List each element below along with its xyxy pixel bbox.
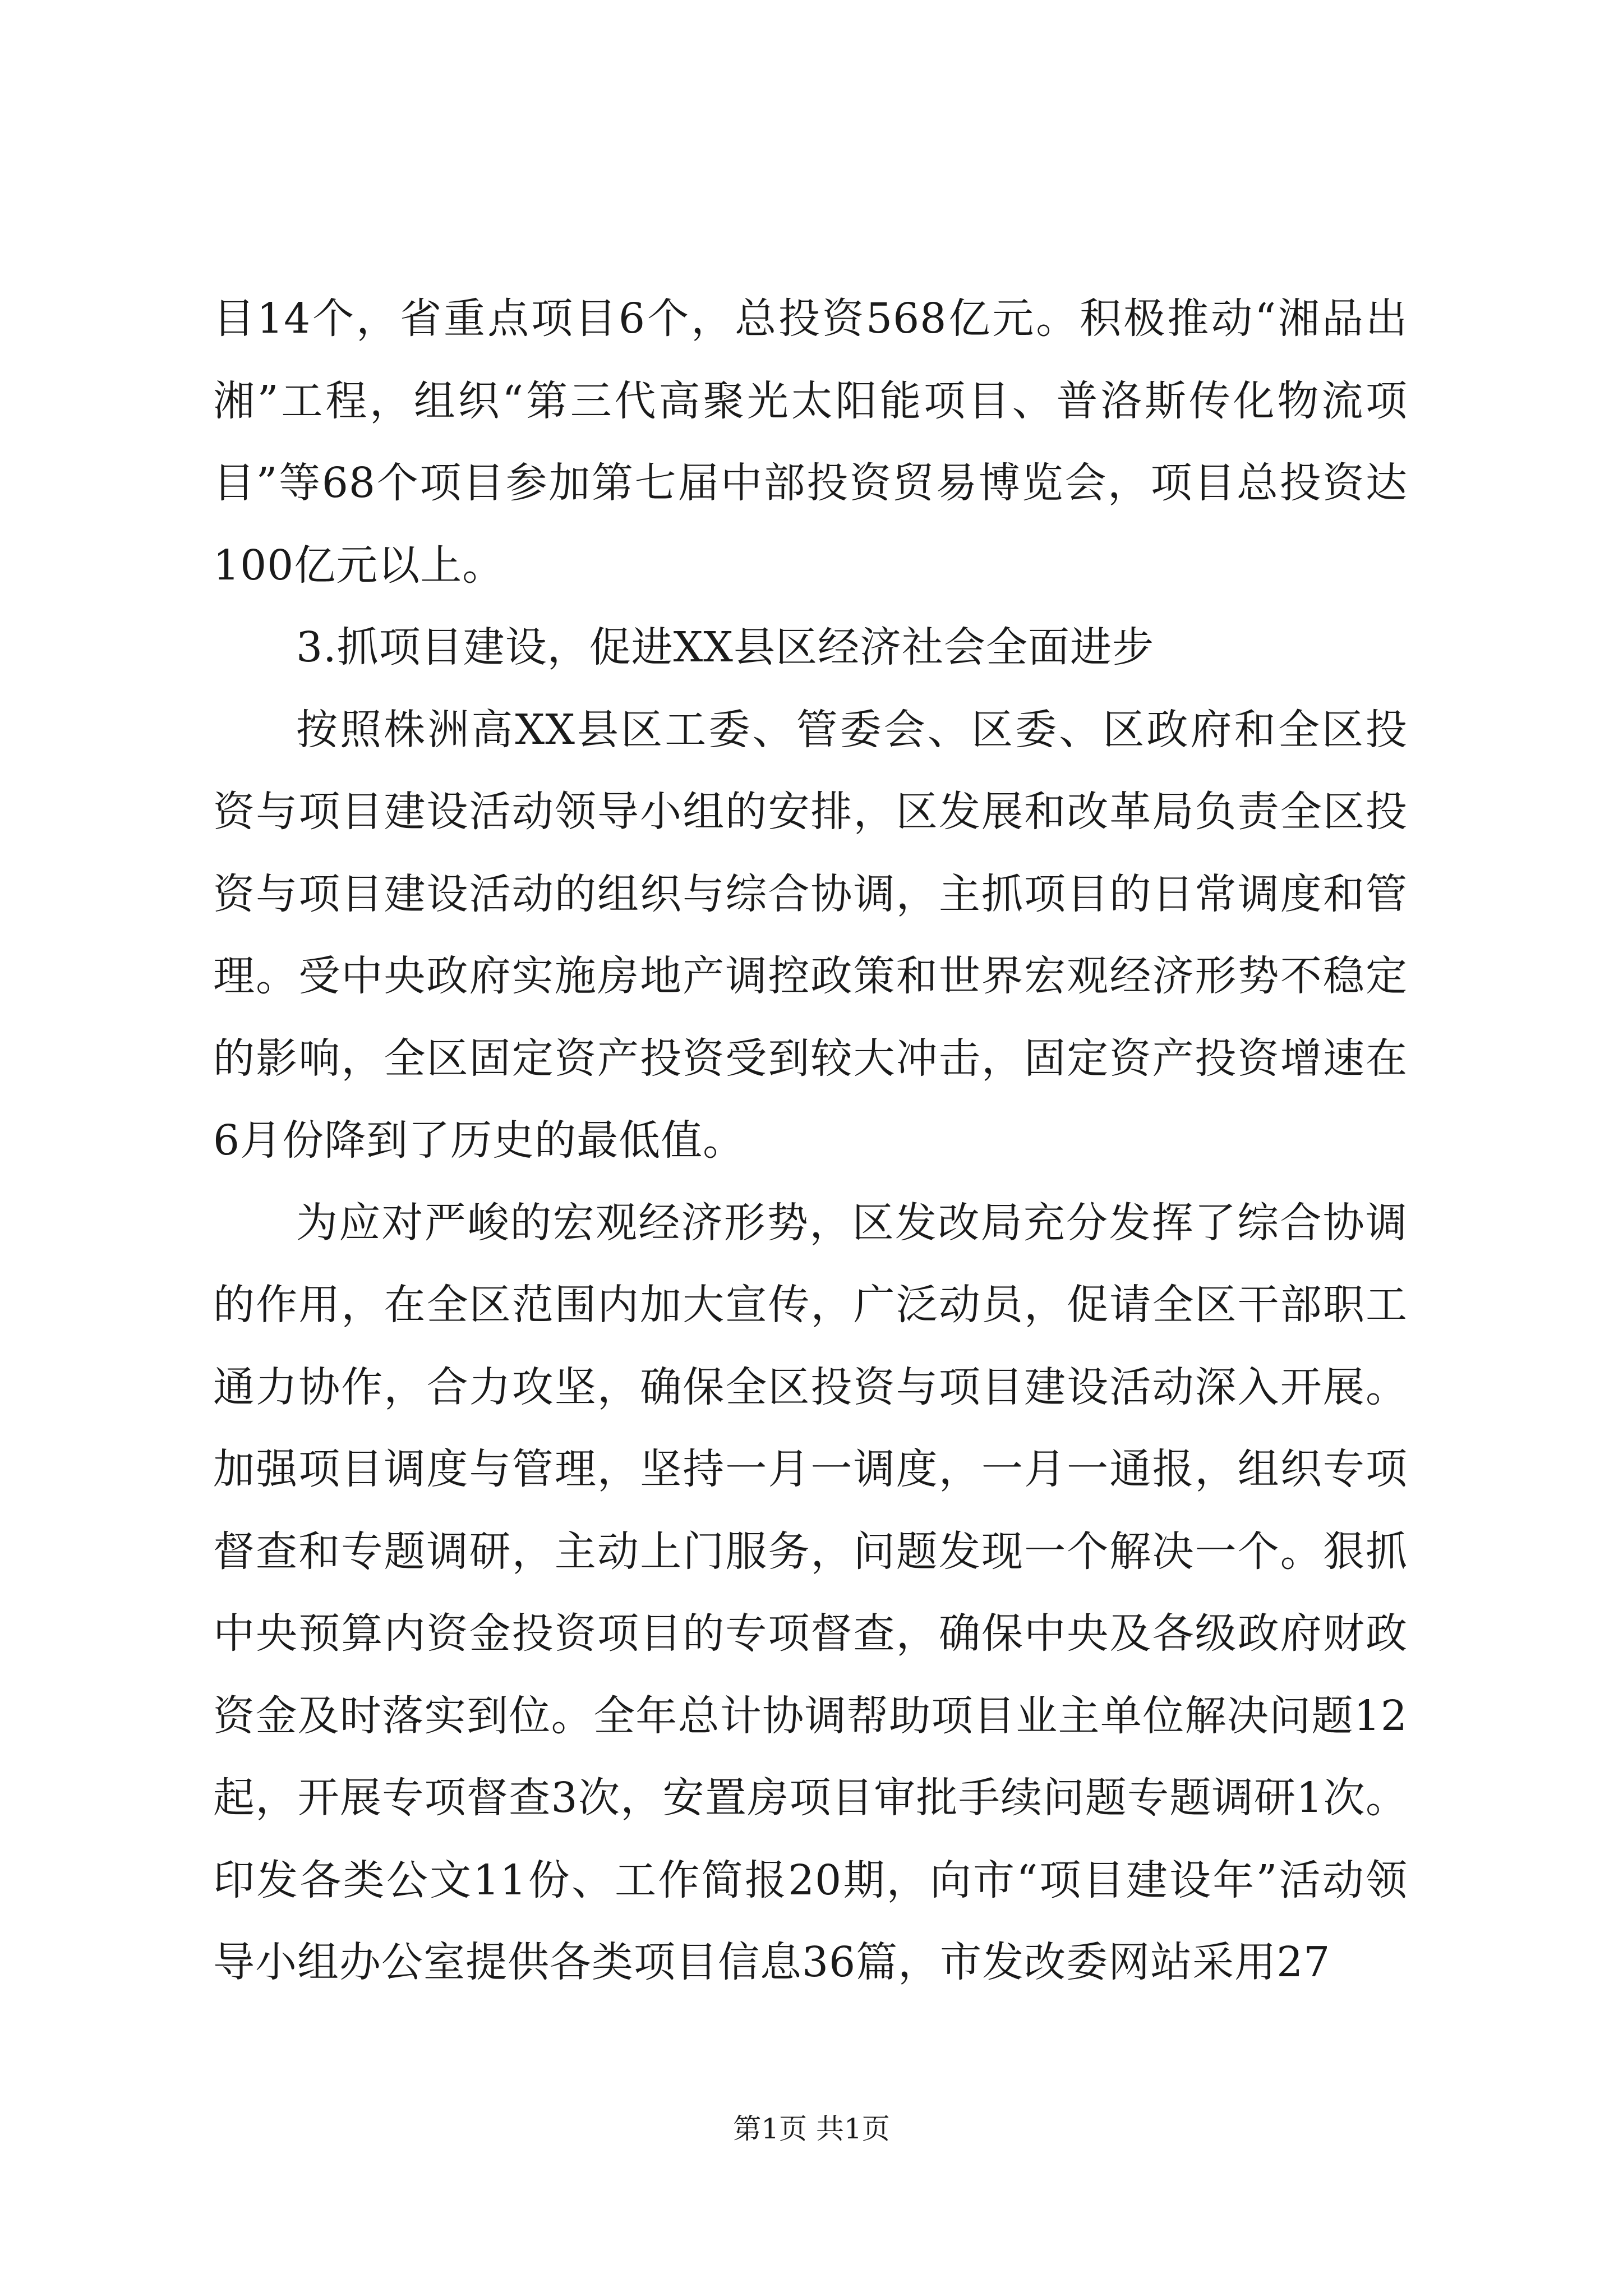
- paragraph-arrangement: 按照株洲高XX县区工委、管委会、区委、区政府和全区投资与项目建设活动领导小组的安排，区发展和改革局负责全区投资与项目建设活动的组织与综合协调，主抓项目的日常调度和管理。受中央政府实施房地产调控政策和世界宏观经济形势不稳定的影响，全区固定资产投资受到较大冲击，固定资产投资增速在6月份降到了历史的最低值。: [213, 705, 1408, 1165]
- section-heading: 3.抓项目建设，促进XX县区经济社会全面进步: [296, 623, 1154, 671]
- page-footer: 第1页 共1页: [733, 2113, 890, 2145]
- paragraph-continuation: 目14个，省重点项目6个，总投资568亿元。积极推动“湘品出湘”工程，组织“第三代高聚光太阳能项目、普洛斯传化物流项目”等68个项目参加第七届中部投资贸易博览会，项目总投资达100亿元以上。: [213, 295, 1408, 590]
- paragraph-response: 为应对严峻的宏观经济形势，区发改局充分发挥了综合协调的作用，在全区范围内加大宣传，广泛动员，促请全区干部职工通力协作，合力攻坚，确保全区投资与项目建设活动深入开展。加强项目调度与管理，坚持一月一调度，一月一通报，组织专项督查和专题调研，主动上门服务，问题发现一个解决一个。狠抓中央预算内资金投资项目的专项督查，确保中央及各级政府财政资金及时落实到位。全年总计协调帮助项目业主单位解决问题12起，开展专项督查3次，安置房项目审批手续问题专题调研1次。印发各类公文11份、工作简报20期，向市“项目建设年”活动领导小组办公室提供各类项目信息36篇，市发改委网站采用27: [213, 1198, 1408, 1986]
- document-body: [213, 278, 1408, 2004]
